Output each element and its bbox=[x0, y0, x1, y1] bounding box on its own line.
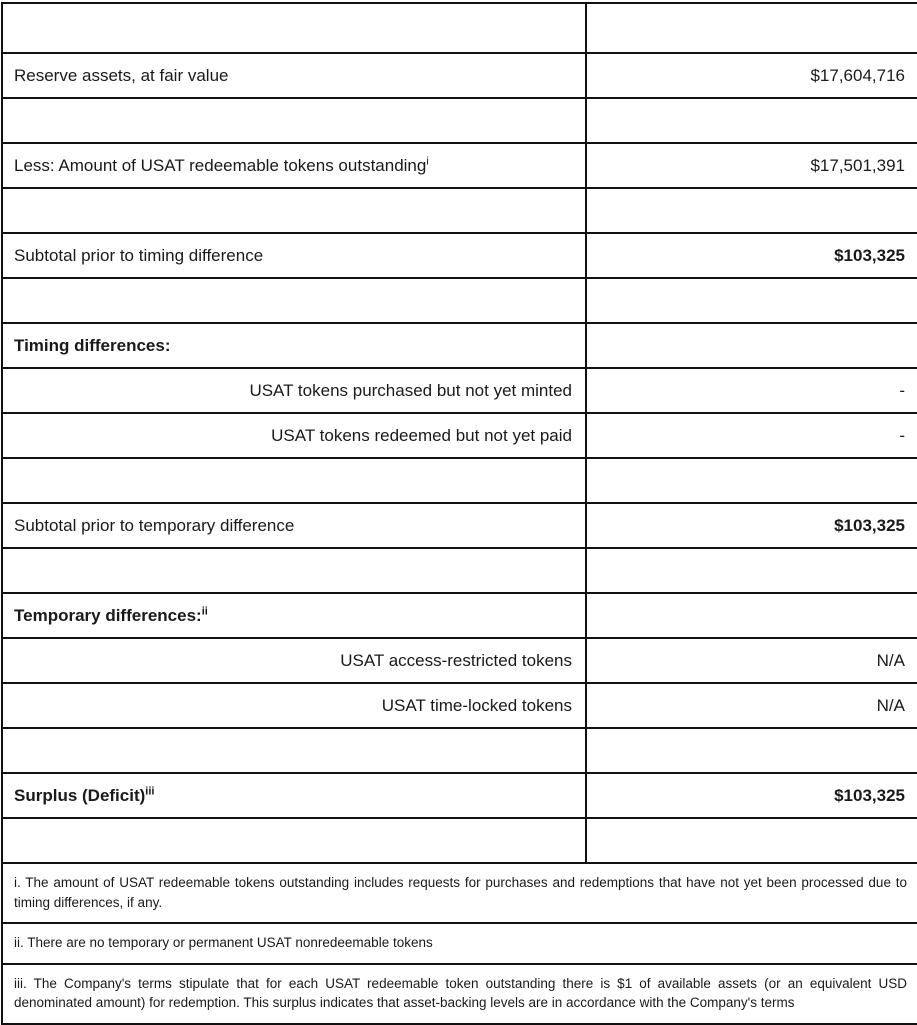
row-label bbox=[2, 53, 586, 98]
table-row bbox=[2, 548, 917, 593]
row-label bbox=[2, 683, 586, 728]
table-row-timing-differences-header bbox=[2, 323, 917, 368]
row-label-text: Timing differences: bbox=[14, 335, 171, 355]
row-label bbox=[2, 413, 586, 458]
row-label-text: USAT tokens purchased but not yet minted bbox=[249, 380, 572, 400]
footnote-row-ii bbox=[2, 923, 917, 964]
footnote-i-text: i. The amount of USAT redeemable tokens outstanding includes requests for purchases and redemptions that have not yet been processed due to timing differences, if any. bbox=[2, 863, 917, 923]
row-label bbox=[2, 638, 586, 683]
section-header-label bbox=[2, 593, 586, 638]
footnote-iii-text: iii. The Company's terms stipulate that for each USAT redeemable token outstanding there is $1 of available assets (or an equivalent USD denominated amount) for redemption. This surplus indicates that asset-backing levels are in accordance with the Company's terms bbox=[2, 964, 917, 1024]
row-label-text: Subtotal prior to timing difference bbox=[14, 245, 264, 265]
table-row-subtotal-temporary bbox=[2, 503, 917, 548]
empty-label-cell bbox=[2, 728, 586, 773]
table-row bbox=[2, 98, 917, 143]
row-label-text: USAT access-restricted tokens bbox=[340, 650, 572, 670]
footnote-ref-ii: ii bbox=[201, 604, 208, 617]
row-value: N/A bbox=[586, 638, 917, 683]
footnote-ii-text: ii. There are no temporary or permanent USAT nonredeemable tokens bbox=[2, 923, 917, 964]
row-value: - bbox=[586, 413, 917, 458]
table-row bbox=[2, 188, 917, 233]
empty-label-cell bbox=[2, 548, 586, 593]
table-row-redeemable-tokens bbox=[2, 143, 917, 188]
empty-value-cell bbox=[586, 458, 917, 503]
table-row-surplus-deficit bbox=[2, 773, 917, 818]
row-value: $103,325 bbox=[586, 233, 917, 278]
empty-value-cell bbox=[586, 548, 917, 593]
section-header-label bbox=[2, 323, 586, 368]
empty-value-cell bbox=[586, 98, 917, 143]
row-label bbox=[2, 773, 586, 818]
table-row-time-locked bbox=[2, 683, 917, 728]
table-row-tokens-redeemed bbox=[2, 413, 917, 458]
row-value: $17,501,391 bbox=[586, 143, 917, 188]
table-row-access-restricted bbox=[2, 638, 917, 683]
row-label bbox=[2, 143, 586, 188]
row-label-text: Less: Amount of USAT redeemable tokens outstanding bbox=[14, 155, 427, 175]
table-row bbox=[2, 3, 917, 53]
table-row bbox=[2, 728, 917, 773]
empty-label-cell bbox=[2, 3, 586, 53]
empty-value-cell bbox=[586, 818, 917, 863]
empty-value-cell bbox=[586, 278, 917, 323]
empty-label-cell bbox=[2, 278, 586, 323]
table-row-tokens-purchased bbox=[2, 368, 917, 413]
empty-value-cell bbox=[586, 323, 917, 368]
row-value: - bbox=[586, 368, 917, 413]
empty-label-cell bbox=[2, 458, 586, 503]
footnote-ref-i: i bbox=[426, 154, 429, 167]
row-label bbox=[2, 233, 586, 278]
row-label-text: Temporary differences: bbox=[14, 605, 202, 625]
row-value: $103,325 bbox=[586, 773, 917, 818]
row-label-text: Reserve assets, at fair value bbox=[14, 65, 229, 85]
row-value: N/A bbox=[586, 683, 917, 728]
row-value: $17,604,716 bbox=[586, 53, 917, 98]
row-label bbox=[2, 368, 586, 413]
table-row-temporary-differences-header bbox=[2, 593, 917, 638]
reserve-attestation-table bbox=[1, 2, 917, 1025]
empty-value-cell bbox=[586, 188, 917, 233]
table-row bbox=[2, 818, 917, 863]
empty-label-cell bbox=[2, 188, 586, 233]
footnote-ref-iii: iii bbox=[145, 784, 155, 797]
table-row bbox=[2, 458, 917, 503]
row-value: $103,325 bbox=[586, 503, 917, 548]
empty-value-cell bbox=[586, 3, 917, 53]
table-row-reserve-assets bbox=[2, 53, 917, 98]
table-row bbox=[2, 278, 917, 323]
empty-label-cell bbox=[2, 98, 586, 143]
empty-value-cell bbox=[586, 593, 917, 638]
table-row-subtotal-timing bbox=[2, 233, 917, 278]
row-label-text: USAT time-locked tokens bbox=[381, 695, 572, 715]
row-label-text: USAT tokens redeemed but not yet paid bbox=[271, 425, 572, 445]
empty-value-cell bbox=[586, 728, 917, 773]
empty-label-cell bbox=[2, 818, 586, 863]
footnote-row-i bbox=[2, 863, 917, 923]
footnote-row-iii bbox=[2, 964, 917, 1024]
row-label-text: Subtotal prior to temporary difference bbox=[14, 515, 295, 535]
row-label bbox=[2, 503, 586, 548]
row-label-text: Surplus (Deficit) bbox=[14, 785, 146, 805]
